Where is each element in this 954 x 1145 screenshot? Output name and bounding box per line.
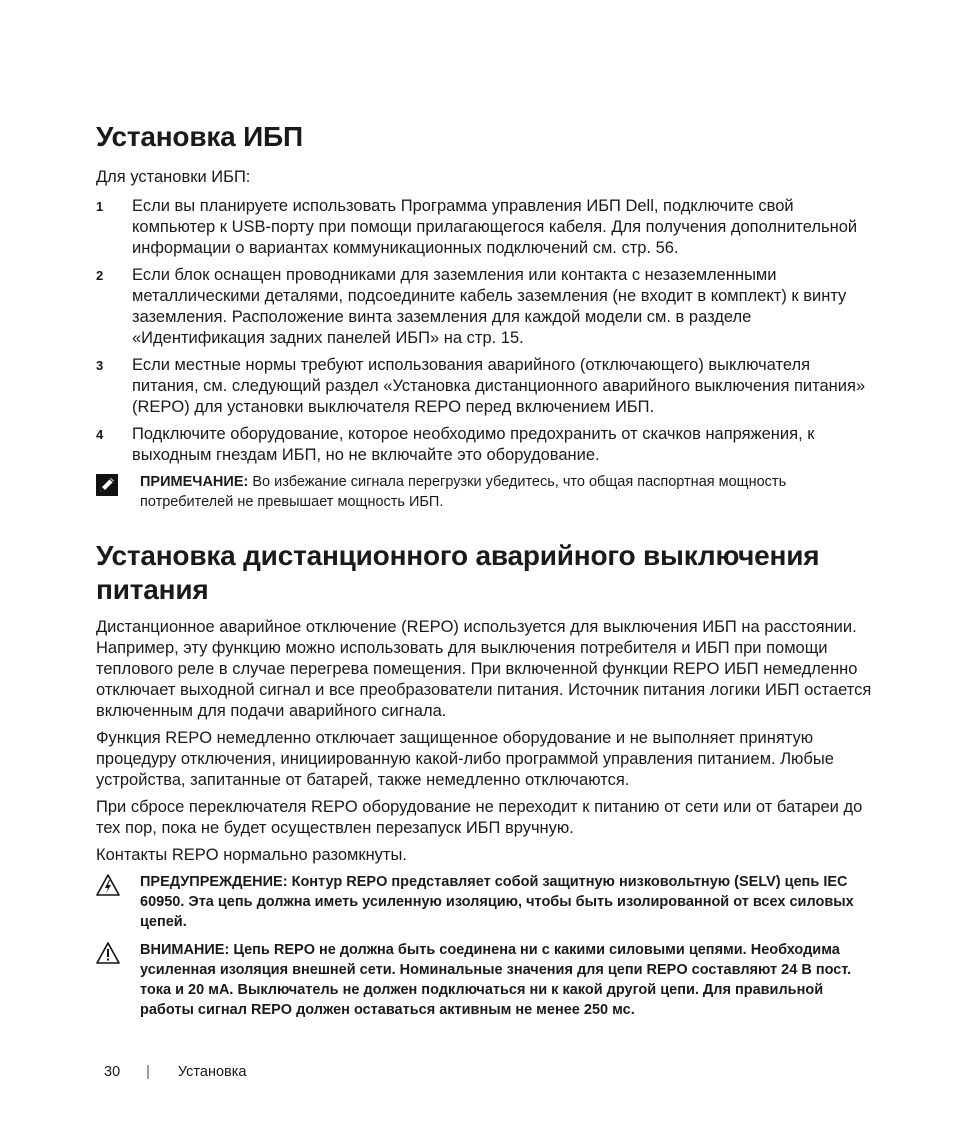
step-item (96, 424, 876, 466)
caution-label: ВНИМАНИЕ: (140, 942, 230, 958)
footer-section-name: Установка (177, 1064, 247, 1080)
step-number: 4 (96, 427, 104, 442)
install-steps-list (96, 196, 876, 466)
section-title-repo: Установка дистанционного аварийного выключения питания (96, 540, 820, 605)
note-box (96, 472, 876, 512)
caution-icon (96, 940, 140, 1020)
footer-separator: | (146, 1064, 150, 1080)
page-footer (104, 1064, 246, 1080)
note-text (140, 472, 876, 512)
repo-paragraph: Контакты REPO нормально разомкнуты. (96, 846, 407, 864)
repo-paragraph: При сбросе переключателя REPO оборудование не переходит к питанию от сети или от батареи до тех пор, пока не будет осуществлен перезапуск ИБП вручную. (96, 798, 863, 837)
pencil-note-icon (96, 472, 140, 512)
step-number: 2 (96, 268, 104, 283)
step-number: 1 (96, 199, 104, 214)
step-text: Подключите оборудование, которое необходимо предохранить от скачков напряжения, к выходным гнездам ИБП, но не включайте это оборудование. (132, 425, 815, 464)
warning-text (140, 872, 876, 932)
page-content (96, 120, 876, 1020)
warning-box (96, 872, 876, 932)
electric-warning-icon (96, 872, 140, 932)
page-number: 30 (104, 1064, 121, 1080)
warning-label: ПРЕДУПРЕЖДЕНИЕ: (140, 874, 288, 890)
intro-text: Для установки ИБП: (96, 168, 251, 186)
step-text: Если местные нормы требуют использования аварийного (отключающего) выключателя питания, см. следующий раздел «Установка дистанционного аварийного выключения питания» (REPO) для установки выключателя REPO перед включением ИБП. (132, 356, 866, 416)
step-text: Если блок оснащен проводниками для заземления или контакта с незаземленными металлическими деталями, подсоедините кабель заземления (не входит в комплект) к винту заземления. Расположение винта заземления для каждой модели см. в разделе «Идентификация задних панелей ИБП» на стр. 15. (132, 266, 847, 347)
step-text: Если вы планируете использовать Программа управления ИБП Dell, подключите свой компьютер к USB-порту при помощи прилагающегося кабеля. Для получения дополнительной информации о вариантах коммуникационных подключений см. стр. 56. (132, 197, 858, 257)
section-title-ups-install: Установка ИБП (96, 121, 303, 152)
repo-description (96, 617, 876, 866)
step-number: 3 (96, 358, 104, 373)
caution-body: Цепь REPO не должна быть соединена ни с какими силовыми цепями. Необходима усиленная изоляция внешней сети. Номинальные значения для цепи REPO составляют 24 В пост. тока и 20 мА. Выключатель не должен подключаться ни к какой другой цепи. Для правильной работы сигнал REPO должен оставаться активным не менее 250 мс. (140, 942, 852, 1018)
step-item (96, 265, 876, 349)
warning-body: Контур REPO представляет собой защитную низковольтную (SELV) цепь IEC 60950. Эта цепь должна иметь усиленную изоляцию, чтобы быть изолированной от всех силовых цепей. (140, 874, 854, 930)
note-body: Во избежание сигнала перегрузки убедитесь, что общая паспортная мощность потребителей не превышает мощность ИБП. (140, 474, 787, 510)
note-label: ПРИМЕЧАНИЕ: (140, 474, 249, 490)
step-item (96, 196, 876, 259)
caution-text (140, 940, 876, 1020)
step-item (96, 355, 876, 418)
repo-paragraph: Функция REPO немедленно отключает защищенное оборудование и не выполняет принятую процедуру отключения, инициированную какой-либо программой управления питанием. Любые устройства, запитанные от батарей, также немедленно отключаются. (96, 729, 834, 789)
caution-box (96, 940, 876, 1020)
repo-paragraph: Дистанционное аварийное отключение (REPO) используется для выключения ИБП на расстоянии. Например, эту функцию можно использовать для выключения потребителя и ИБП при помощи теплового реле в случае перегрева помещения. При включенной функции REPO ИБП немедленно отключает выходной сигнал и все преобразователи питания. Источник питания логики ИБП остается включенным для подачи аварийного сигнала. (96, 618, 872, 720)
